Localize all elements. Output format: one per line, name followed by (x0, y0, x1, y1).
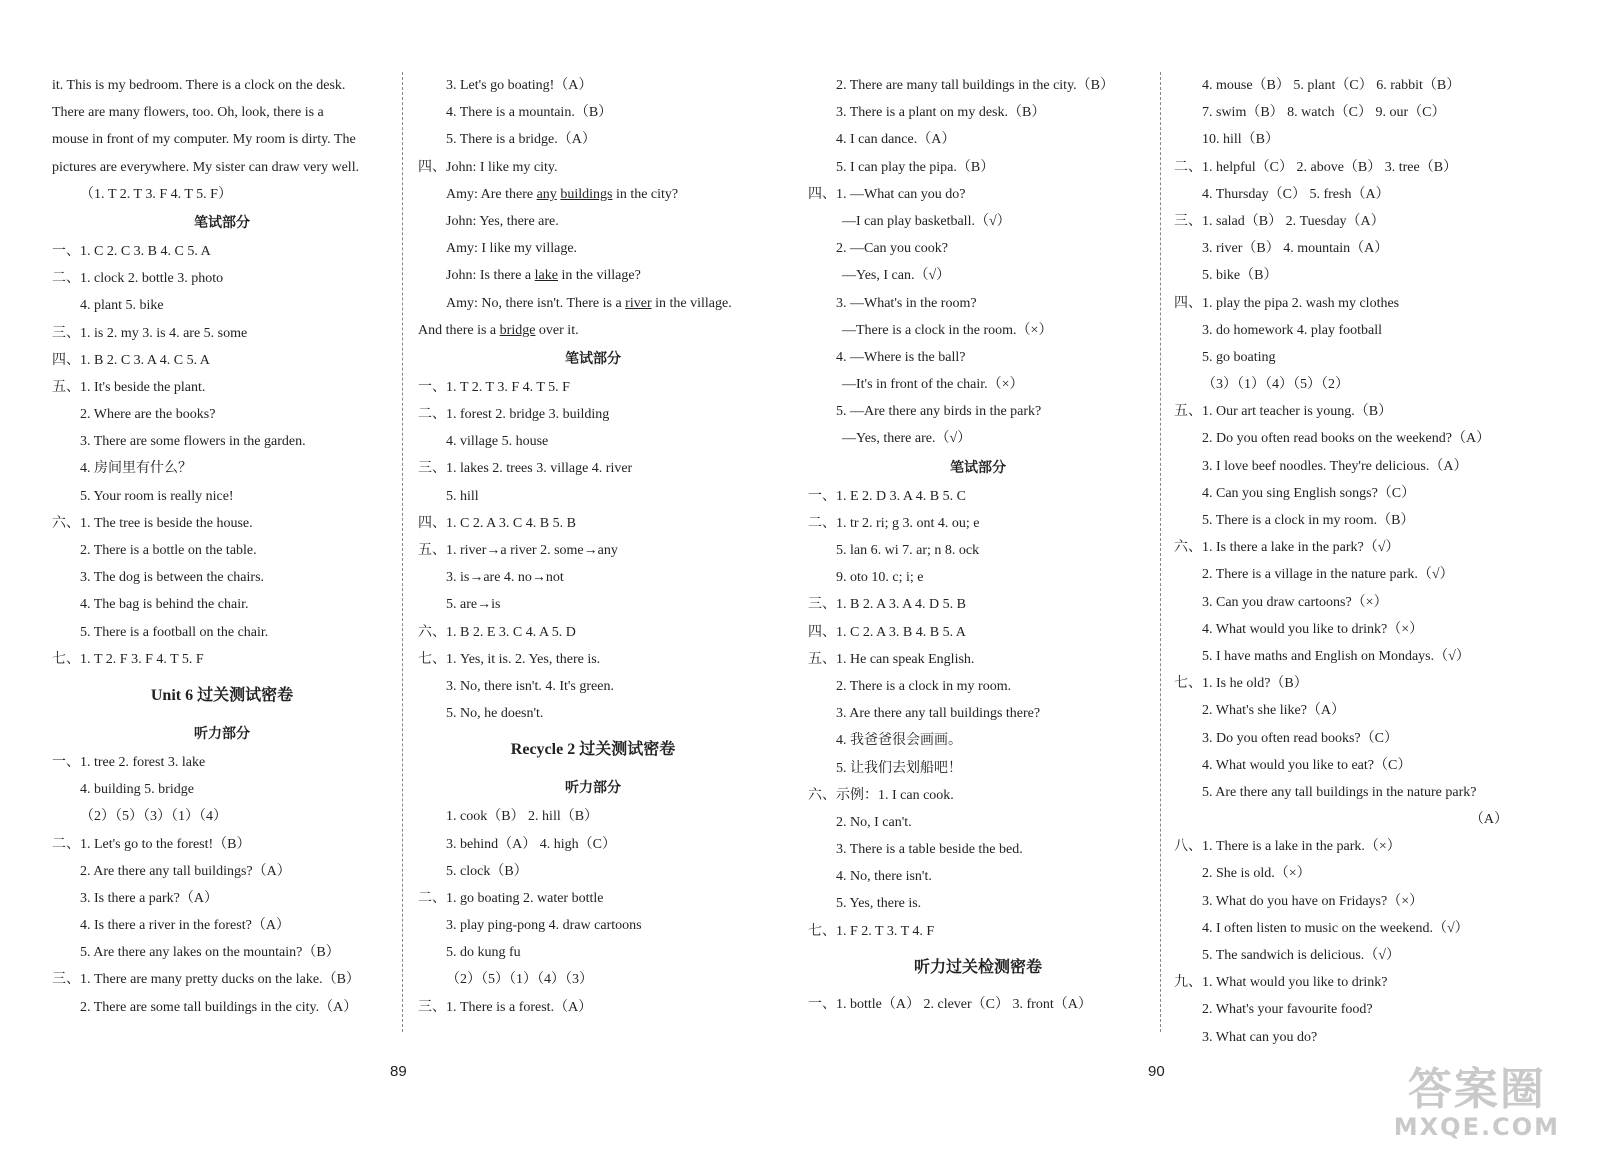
answer-line: 3. I love beef noodles. They're delicious.（A） (1202, 458, 1468, 474)
answer-line: 5. There is a clock in my room.（B） (1202, 513, 1415, 528)
answer-line: 三、1. salad（B） 2. Tuesday（A） (1174, 213, 1385, 229)
answer-line: 2. There is a clock in my room. (836, 678, 1012, 694)
column-divider-2 (1160, 72, 1161, 1032)
answer-line: —Yes, there are.（√） (842, 431, 972, 447)
answer-line: 5. I can play the pipa.（B） (836, 159, 995, 175)
answer-line: 4. 房间里有什么？ (80, 461, 192, 477)
answer-line: —It's in front of the chair.（×） (842, 377, 1024, 393)
answer-line: 七、1. F 2. T 3. T 4. F (808, 923, 935, 939)
answer-line: 五、1. It's beside the plant. (52, 379, 206, 395)
answer-line: mouse in front of my computer. My room is dirty. The (52, 132, 356, 148)
answer-line: 3. There are some flowers in the garden. (80, 434, 306, 450)
answer-line: 二、1. tr 2. ri; g 3. ont 4. ou; e (808, 515, 980, 531)
answer-line: 七、1. Is he old?（B） (1174, 676, 1308, 692)
answer-line: 3. Can you draw cartoons?（×） (1202, 594, 1388, 610)
answer-line: 2. There is a village in the nature park.（√） (1202, 567, 1454, 583)
underlined-word: lake (534, 268, 558, 284)
page-number-right: 90 (1148, 1063, 1165, 1080)
answer-line: 2. Where are the books? (80, 407, 216, 423)
answer-line: 2. —Can you cook? (836, 241, 948, 257)
answer-line: 4. I can dance.（A） (836, 132, 956, 148)
answer-line: 5. Yes, there is. (836, 896, 922, 912)
answer-line: 三、1. B 2. A 3. A 4. D 5. B (808, 597, 966, 613)
answer-line: 3. Is there a park?（A） (80, 890, 219, 906)
answer-line: 八、1. There is a lake in the park.（×） (1174, 839, 1401, 855)
answer-line: There are many flowers, too. Oh, look, there is a (52, 105, 324, 121)
answer-line: 3. There is a plant on my desk.（B） (836, 105, 1046, 121)
answer-line: 5. are→is (446, 597, 501, 613)
section-heading: 笔试部分 (194, 214, 250, 231)
answer-line: 2. What's your favourite food? (1202, 1002, 1373, 1018)
answer-line: 3. What can you do? (1202, 1029, 1318, 1045)
answer-line: pictures are everywhere. My sister can draw very well. (52, 159, 360, 175)
line-text: Amy: Are there (446, 186, 537, 202)
answer-line: Amy: I like my village. (446, 241, 578, 257)
answer-line: 5. I have maths and English on Mondays.（√） (1202, 648, 1470, 664)
answer-line: 9. oto 10. c; i; e (836, 570, 924, 586)
line-text: in the village? (557, 268, 641, 284)
answer-line: 四、1. C 2. A 3. C 4. B 5. B (418, 515, 576, 531)
column-3 (808, 72, 1148, 1018)
answer-line: 3. river（B） 4. mountain（A） (1202, 241, 1389, 257)
answer-line: —Yes, I can.（√） (842, 268, 951, 284)
section-heading: 笔试部分 (565, 350, 621, 367)
answer-line: 4. —Where is the ball? (836, 349, 966, 365)
answer-line: 一、1. tree 2. forest 3. lake (52, 754, 206, 770)
answer-line: 六、1. The tree is beside the house. (52, 515, 253, 531)
section-heading: 笔试部分 (950, 459, 1006, 476)
answer-line: 3. Are there any tall buildings there? (836, 706, 1041, 722)
watermark-logo (1394, 1053, 1560, 1141)
answer-line: 一、1. T 2. T 3. F 4. T 5. F (418, 379, 570, 395)
answer-line: 3. play ping-pong 4. draw cartoons (446, 918, 642, 934)
answer-line: 三、1. is 2. my 3. is 4. are 5. some (52, 325, 248, 341)
answer-line: 4. The bag is behind the chair. (80, 597, 249, 613)
answer-line: 5. do kung fu (446, 945, 521, 961)
answer-line: 5. clock（B） (446, 863, 528, 879)
answer-line: 二、1. go boating 2. water bottle (418, 890, 604, 906)
answer-line: 3. What do you have on Fridays?（×） (1202, 893, 1424, 909)
answer-line: 三、1. There is a forest.（A） (418, 999, 593, 1015)
answer-line: 5. There is a bridge.（A） (446, 132, 596, 148)
watermark-top: 答案圈 (1407, 1064, 1546, 1115)
answer-line: 10. hill（B） (1202, 132, 1280, 148)
answer-line: 5. —Are there any birds in the park? (836, 404, 1042, 420)
answer-line: 5. There is a football on the chair. (80, 624, 269, 640)
answer-line: 4. Can you sing English songs?（C） (1202, 485, 1416, 501)
answer-line: 四、1. B 2. C 3. A 4. C 5. A (52, 352, 210, 368)
answer-line: 3. No, there isn't. 4. It's green. (446, 678, 614, 694)
answer-line: 一、1. C 2. C 3. B 4. C 5. A (52, 243, 211, 259)
line-text: And there is a (418, 322, 500, 338)
answer-line: 2. She is old.（×） (1202, 866, 1311, 882)
answer-line: 4. village 5. house (446, 434, 549, 450)
answer-line (418, 181, 768, 208)
answer-line: 5. hill (446, 488, 479, 504)
line-text: in the village. (651, 295, 732, 311)
answer-line: 三、1. lakes 2. trees 3. village 4. river (418, 461, 633, 477)
section-heading: 听力部分 (194, 725, 250, 742)
answer-line: （2）（5）（1）（4）（3） (446, 972, 593, 988)
answer-line: —There is a clock in the room.（×） (842, 322, 1053, 338)
answer-line: 五、1. Our art teacher is young.（B） (1174, 404, 1393, 420)
answer-line: 3. is→are 4. no→not (446, 570, 564, 586)
answer-line: 5. Are there any tall buildings in the nature park? (1202, 784, 1477, 800)
answer-line: 4. plant 5. bike (80, 298, 164, 314)
answer-line: 3. —What's in the room? (836, 295, 977, 311)
unit-title: Unit 6 过关测试密卷 (150, 686, 294, 704)
answer-line: 二、1. helpful（C） 2. above（B） 3. tree（B） (1174, 159, 1458, 175)
answer-line: —I can play basketball.（√） (842, 213, 1011, 229)
answer-line: （2）（5）（3）（1）（4） (80, 809, 227, 825)
underlined-word: any (536, 186, 557, 202)
answer-line: 3. Let's go boating!（A） (446, 78, 593, 93)
column-1 (52, 72, 392, 1021)
answer-line: 2. What's she like?（A） (1202, 703, 1346, 719)
answer-line: 5. Your room is really nice! (80, 488, 234, 504)
answer-line: 2. There are some tall buildings in the city.（A） (80, 999, 358, 1015)
answer-line: 三、1. There are many pretty ducks on the lake.（B） (52, 972, 360, 988)
underlined-word: buildings (560, 186, 613, 202)
answer-line: 3. behind（A） 4. high（C） (446, 836, 616, 852)
line-text: in the city? (612, 186, 679, 202)
answer-line: 4. What would you like to drink?（×） (1202, 621, 1424, 637)
answer-line: 1. cook（B） 2. hill（B） (446, 809, 599, 825)
answer-line: it. This is my bedroom. There is a clock on the desk. (52, 78, 346, 93)
answer-line: 六、1. Is there a lake in the park?（√） (1174, 540, 1400, 556)
answer-line: 一、1. bottle（A） 2. clever（C） 3. front（A） (808, 996, 1092, 1012)
answer-line: 六、示例：1. I can cook. (808, 787, 954, 803)
answer-line: 3. do homework 4. play football (1202, 322, 1383, 338)
answer-line: 5. bike（B） (1202, 268, 1278, 284)
unit-title: Recycle 2 过关测试密卷 (510, 741, 676, 759)
answer-line: 4. 我爸爸很会画画。 (836, 733, 962, 749)
answer-line: 5. lan 6. wi 7. ar; n 8. ock (836, 543, 980, 558)
answer-line: 七、1. T 2. F 3. F 4. T 5. F (52, 651, 204, 667)
watermark-bottom: MXQE.COM (1393, 1113, 1560, 1141)
answer-line: 四、1. C 2. A 3. B 4. B 5. A (808, 624, 966, 640)
unit-title: 听力过关检测密卷 (913, 958, 1042, 976)
underlined-word: river (625, 295, 652, 311)
answer-line: 5. The sandwich is delicious.（√） (1202, 948, 1400, 963)
column-2 (418, 72, 768, 1021)
answer-line: 2. Do you often read books on the weekend?（A） (1202, 431, 1491, 447)
answer-line: 3. There is a table beside the bed. (836, 842, 1023, 858)
answer-line: 4. No, there isn't. (836, 869, 932, 885)
answer-line: John: Yes, there are. (446, 213, 559, 229)
answer-line: 四、John: I like my city. (418, 159, 558, 175)
answer-line: 3. Do you often read books?（C） (1202, 730, 1398, 746)
answer-line: 二、1. Let's go to the forest!（B） (52, 836, 251, 852)
answer-line: 四、1. play the pipa 2. wash my clothes (1174, 295, 1400, 311)
column-4 (1174, 72, 1514, 1051)
page-number-left: 89 (390, 1063, 407, 1080)
answer-line: 二、1. forest 2. bridge 3. building (418, 407, 610, 423)
answer-line (418, 290, 768, 317)
answer-line: 3. The dog is between the chairs. (80, 570, 265, 586)
answer-line: 2. There is a bottle on the table. (80, 543, 257, 558)
line-text: Amy: No, there isn't. There is a (446, 295, 626, 311)
answer-line: 四、1. —What can you do? (808, 186, 966, 202)
answer-line: 2. Are there any tall buildings?（A） (80, 863, 291, 879)
answer-line: 六、1. B 2. E 3. C 4. A 5. D (418, 624, 576, 640)
answer-line: 二、1. clock 2. bottle 3. photo (52, 271, 224, 287)
answer-line: 4. Thursday（C） 5. fresh（A） (1202, 186, 1390, 202)
answer-line: 4. What would you like to eat?（C） (1202, 757, 1412, 773)
answer-line (418, 262, 768, 289)
section-heading: 听力部分 (565, 780, 621, 797)
answer-line: 五、1. He can speak English. (808, 651, 975, 667)
answer-line: 九、1. What would you like to drink? (1174, 975, 1388, 991)
answer-line: 5. go boating (1202, 349, 1276, 365)
line-text: John: Is there a (446, 268, 535, 284)
answer-line: （A） (1469, 812, 1508, 828)
answer-line: 七、1. Yes, it is. 2. Yes, there is. (418, 651, 601, 667)
answer-line: 4. building 5. bridge (80, 782, 194, 798)
answer-line: 7. swim（B） 8. watch（C） 9. our（C） (1202, 105, 1446, 121)
answer-line: 一、1. E 2. D 3. A 4. B 5. C (808, 488, 966, 504)
answer-line: 2. There are many tall buildings in the city.（B） (836, 78, 1114, 93)
line-text: over it. (535, 322, 579, 338)
answer-line: 2. No, I can't. (836, 814, 912, 830)
answer-line: 5. 让我们去划船吧！ (836, 760, 962, 776)
answer-line: 4. There is a mountain.（B） (446, 105, 613, 121)
answer-line: 4. I often listen to music on the weekend.（√） (1202, 920, 1469, 936)
answer-line: 4. mouse（B） 5. plant（C） 6. rabbit（B） (1202, 78, 1461, 93)
underlined-word: bridge (499, 322, 536, 338)
column-divider-1 (402, 72, 403, 1032)
answer-line: （3）（1）（4）（5）（2） (1202, 377, 1349, 393)
answer-line (418, 317, 768, 344)
answer-line: （1. T 2. T 3. F 4. T 5. F） (80, 186, 232, 202)
answer-line: 五、1. river→a river 2. some→any (418, 543, 618, 558)
answer-line: 5. Are there any lakes on the mountain?（B） (80, 945, 340, 961)
answer-line: 5. No, he doesn't. (446, 706, 544, 722)
answer-line: 4. Is there a river in the forest?（A） (80, 918, 290, 934)
